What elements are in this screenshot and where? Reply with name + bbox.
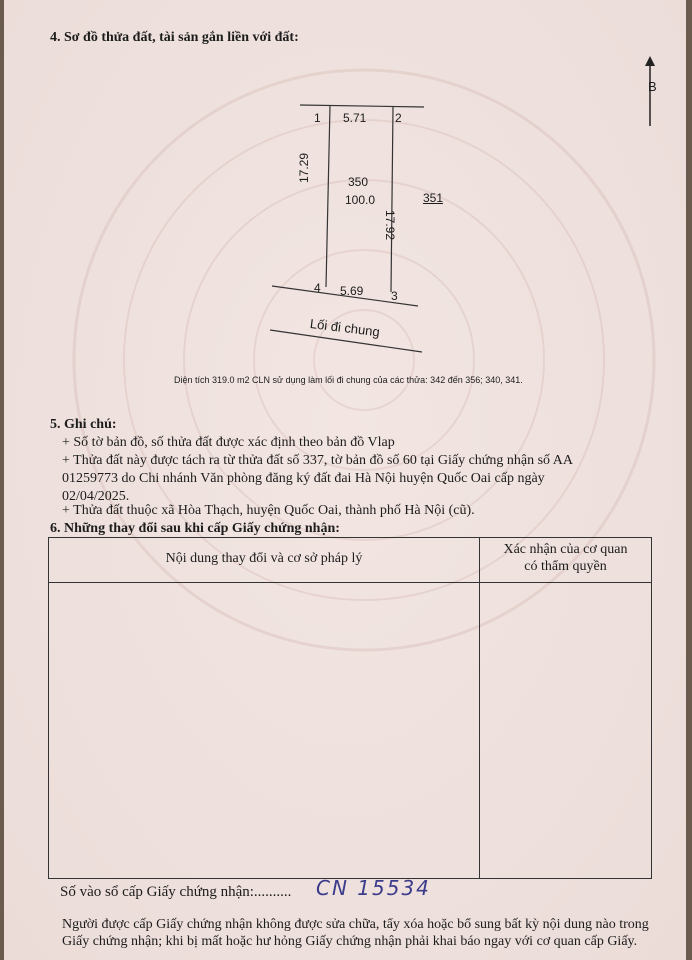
adjacent-parcel: 351 — [423, 191, 444, 205]
corner-3: 3 — [391, 289, 398, 303]
footer-warning: Giấy chứng nhận; khi bị mất hoặc hư hỏng Giấy chứng nhận phải khai báo ngay với cơ quan cấp Giấy. — [62, 934, 638, 949]
bottom-edge-length: 5.69 — [340, 284, 364, 298]
parcel-diagram — [4, 0, 686, 360]
footer-warning: Người được cấp Giấy chứng nhận không được sửa chữa, tẩy xóa hoặc bổ sung bất kỳ nội dung nào trong — [62, 917, 649, 932]
note-line: + Thửa đất này được tách ra từ thửa đất số 337, tờ bản đồ số 60 tại Giấy chứng nhận số AA — [62, 453, 574, 468]
shared-path-label: Lối đi chung — [309, 316, 381, 340]
shared-area-note: Diện tích 319.0 m2 CLN sử dụng làm lối đi chung của các thửa: 342 đến 356; 340, 341. — [174, 375, 523, 385]
column-header-confirmation: có thẩm quyền — [524, 559, 607, 574]
column-divider — [479, 538, 480, 878]
parcel-area: 100.0 — [345, 193, 376, 207]
parcel-number: 350 — [348, 175, 369, 189]
registration-label: Số vào sổ cấp Giấy chứng nhận:.......... — [60, 884, 292, 900]
corner-2: 2 — [395, 111, 402, 125]
changes-table — [48, 537, 652, 879]
column-header-confirmation: Xác nhận của cơ quan — [503, 542, 628, 557]
right-edge-length: 17.92 — [383, 210, 397, 241]
section-5-heading: 5. Ghi chú: — [50, 417, 117, 432]
left-edge-length: 17.29 — [297, 152, 311, 183]
note-line: + Số tờ bản đồ, số thửa đất được xác định theo bản đồ Vlap — [62, 435, 395, 450]
note-line: 02/04/2025. — [62, 489, 130, 504]
section-4-heading: 4. Sơ đồ thửa đất, tài sản gắn liền với đất: — [50, 30, 299, 45]
note-line: 01259773 do Chi nhánh Văn phòng đăng ký đất đai Hà Nội huyện Quốc Oai cấp ngày — [62, 471, 545, 486]
corner-4: 4 — [314, 281, 321, 295]
north-label: B — [648, 79, 657, 94]
top-edge-length: 5.71 — [343, 111, 367, 125]
certificate-page — [4, 0, 686, 960]
note-line: + Thửa đất thuộc xã Hòa Thạch, huyện Quốc Oai, thành phố Hà Nội (cũ). — [62, 503, 475, 518]
header-divider — [49, 582, 651, 583]
corner-1: 1 — [314, 111, 321, 125]
registration-number: CN 15534 — [316, 876, 431, 900]
column-header-content: Nội dung thay đổi và cơ sở pháp lý — [165, 551, 363, 566]
section-6-heading: 6. Những thay đổi sau khi cấp Giấy chứng nhận: — [50, 521, 340, 536]
